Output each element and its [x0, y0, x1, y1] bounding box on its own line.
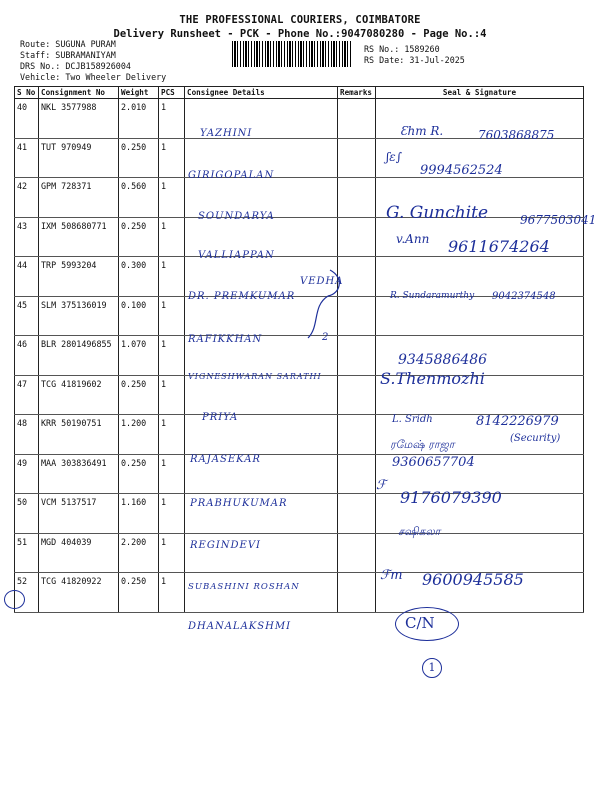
handwritten-sign: L. Sridh	[392, 414, 433, 425]
handwritten-sign: சஷிகலா	[398, 525, 441, 538]
handwritten-phone: 9345886486	[398, 352, 488, 368]
row-weight: 1.070	[119, 336, 159, 376]
row-pcs: 1	[159, 178, 185, 218]
handwritten-name: VIGNESHWARAN SARATHI	[188, 372, 322, 381]
row-remarks	[338, 494, 376, 534]
row-sno: 43	[15, 218, 39, 257]
col-signature: Seal & Signature	[376, 87, 584, 99]
handwritten-phone: 8142226979	[476, 414, 559, 429]
row-remarks	[338, 218, 376, 257]
row-weight: 0.250	[119, 139, 159, 178]
rs-date: RS Date: 31-Jul-2025	[364, 55, 465, 65]
handwritten-sign: S.Thenmozhi	[380, 369, 485, 388]
row-weight: 0.250	[119, 218, 159, 257]
handwritten-sign: ℱm	[380, 568, 403, 583]
handwritten-name: GIRIGOPALAN	[188, 170, 275, 181]
col-remarks: Remarks	[338, 87, 376, 99]
company-name: THE PROFESSIONAL COURIERS, COIMBATORE	[179, 14, 421, 26]
barcode	[232, 41, 352, 67]
table-row	[15, 376, 584, 415]
row-sno: 50	[15, 494, 39, 534]
row-consignment: IXM 508680771	[39, 218, 119, 257]
row-consignment: BLR 2801496855	[39, 336, 119, 376]
row-sno: 51	[15, 534, 39, 573]
cn-note: C/N	[405, 614, 435, 632]
row-weight: 1.160	[119, 494, 159, 534]
row-pcs: 1	[159, 99, 185, 139]
handwritten-phone: 9176079390	[400, 488, 502, 507]
row-weight: 2.200	[119, 534, 159, 573]
handwritten-sign: R. Sundaramurthy	[390, 291, 475, 301]
handwritten-sign: G. Gunchite	[386, 203, 489, 223]
handwritten-name: DR. PREMKUMAR	[188, 291, 296, 302]
row-sno: 47	[15, 376, 39, 415]
handwritten-name: SUBASHINI ROSHAN	[188, 582, 300, 592]
col-consignment: Consignment No	[39, 87, 119, 99]
row-pcs: 1	[159, 218, 185, 257]
row-consignment: VCM 5137517	[39, 494, 119, 534]
row-remarks	[338, 376, 376, 415]
row-consignment: KRR 50190751	[39, 415, 119, 455]
row-weight: 0.100	[119, 297, 159, 336]
row-consignment: TUT 970949	[39, 139, 119, 178]
col-pcs: PCS	[159, 87, 185, 99]
row-remarks	[338, 534, 376, 573]
handwritten-phone: 9042374548	[492, 291, 556, 302]
row-pcs: 1	[159, 336, 185, 376]
table-header-row	[15, 87, 584, 99]
vehicle: Vehicle: Two Wheeler Delivery	[20, 72, 167, 82]
row-consignee	[185, 573, 338, 613]
handwritten-phone: 9677503041	[520, 213, 597, 227]
row-pcs: 1	[159, 297, 185, 336]
handwritten-phone: 7603868875	[478, 128, 555, 142]
row-remarks	[338, 178, 376, 218]
row-weight: 1.200	[119, 415, 159, 455]
drs-number: DRS No.: DCJB158926004	[20, 61, 131, 71]
row-pcs: 1	[159, 573, 185, 613]
handwritten-phone: 9994562524	[420, 163, 503, 178]
circled-serial-mark	[4, 590, 25, 609]
row-weight: 0.250	[119, 376, 159, 415]
handwritten-stroke	[290, 266, 350, 346]
col-consignee: Consignee Details	[185, 87, 338, 99]
row-consignment: TCG 41819602	[39, 376, 119, 415]
row-pcs: 1	[159, 534, 185, 573]
row-sno: 52	[15, 573, 39, 613]
handwritten-name: RAFIKKHAN	[188, 334, 263, 345]
handwritten-sign: Ɛhm R.	[400, 124, 444, 138]
handwritten-name: RAJASEKAR	[190, 454, 261, 465]
handwritten-note: (Security)	[510, 433, 561, 444]
handwritten-sign: v.Ann	[396, 232, 430, 246]
col-weight: Weight	[119, 87, 159, 99]
handwritten-name: PRIYA	[202, 412, 239, 423]
row-weight: 0.560	[119, 178, 159, 218]
row-pcs: 1	[159, 415, 185, 455]
row-sno: 40	[15, 99, 39, 139]
handwritten-name: REGINDEVI	[190, 540, 262, 551]
row-weight: 0.250	[119, 573, 159, 613]
handwritten-name: VALLIAPPAN	[198, 250, 275, 261]
row-remarks	[338, 455, 376, 494]
row-sno: 45	[15, 297, 39, 336]
row-sno: 42	[15, 178, 39, 218]
row-sno: 48	[15, 415, 39, 455]
handwritten-phone: 9600945585	[422, 570, 524, 589]
handwritten-sign: ரமேஷ் ராஜா	[390, 438, 455, 451]
rs-number: RS No.: 1589260	[364, 44, 440, 54]
col-sno: S No	[15, 87, 39, 99]
row-pcs: 1	[159, 139, 185, 178]
row-pcs: 1	[159, 494, 185, 534]
staff: Staff: SUBRAMANIYAM	[20, 50, 116, 60]
route: Route: SUGUNA PURAM	[20, 39, 116, 49]
row-pcs: 1	[159, 257, 185, 297]
row-pcs: 1	[159, 455, 185, 494]
row-remarks	[338, 99, 376, 139]
row-pcs: 1	[159, 376, 185, 415]
row-weight: 0.300	[119, 257, 159, 297]
row-sno: 49	[15, 455, 39, 494]
handwritten-phone: 9360657704	[392, 455, 475, 470]
row-sno: 44	[15, 257, 39, 297]
row-consignment: NKL 3577988	[39, 99, 119, 139]
row-consignee	[185, 376, 338, 415]
handwritten-sign: ʃɛ∫	[386, 150, 402, 164]
table-row	[15, 178, 584, 218]
row-sno: 46	[15, 336, 39, 376]
table-row	[15, 534, 584, 573]
row-consignment: GPM 728371	[39, 178, 119, 218]
handwritten-sign: ℱ	[376, 478, 387, 493]
row-remarks	[338, 139, 376, 178]
row-remarks	[338, 573, 376, 613]
row-consignment: SLM 375136019	[39, 297, 119, 336]
handwritten-name: YAZHINI	[200, 128, 253, 139]
handwritten-name: PRABHUKUMAR	[190, 498, 288, 509]
handwritten-name: SOUNDARYA	[198, 211, 275, 222]
row-weight: 0.250	[119, 455, 159, 494]
row-signature	[376, 297, 584, 336]
row-consignment: TRP 5993204	[39, 257, 119, 297]
page-count-mark: 1	[422, 658, 442, 678]
handwritten-phone: 9611674264	[448, 237, 550, 256]
row-consignment: MGD 404039	[39, 534, 119, 573]
row-weight: 2.010	[119, 99, 159, 139]
handwritten-note: 2	[322, 332, 330, 343]
row-sno: 41	[15, 139, 39, 178]
handwritten-name: DHANALAKSHMI	[188, 621, 292, 632]
row-remarks	[338, 415, 376, 455]
row-consignment: MAA 303836491	[39, 455, 119, 494]
row-consignment: TCG 41820922	[39, 573, 119, 613]
runsheet-title: Delivery Runsheet - PCK - Phone No.:9047080280 - Page No.:4	[113, 28, 487, 40]
handwritten-note: VEDHA	[300, 276, 344, 287]
